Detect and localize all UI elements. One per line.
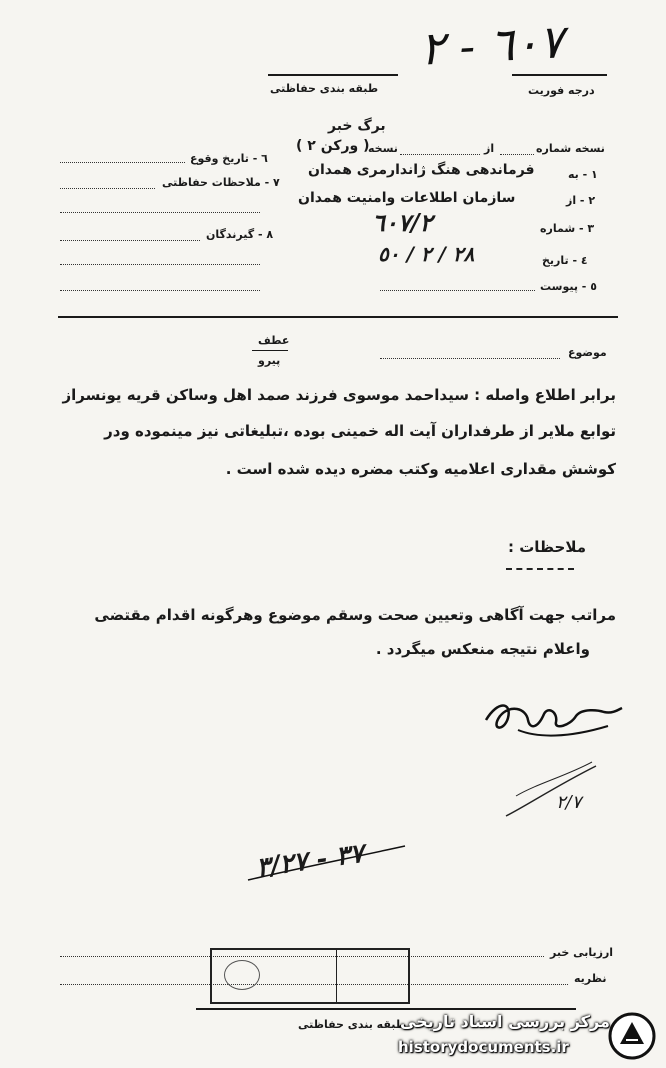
ref-top-label: عطف (258, 334, 290, 347)
section-rule (58, 316, 618, 318)
archive-logo-icon (606, 1010, 658, 1062)
field-empty-dots-2 (60, 264, 260, 265)
classification-label: طبقه بندی حفاظتی (270, 82, 379, 95)
urgency-label: درجه فوریت (528, 84, 595, 97)
field-8-dots (60, 240, 200, 241)
ref-bottom-label: پیرو (258, 354, 281, 367)
signature (478, 690, 628, 750)
field-8-label: ٨ - گیرندگان (206, 228, 274, 241)
remarks-heading: ملاحظات : (508, 538, 587, 556)
field-4-value: ٢٨ / ٢ / ٥٠ (378, 242, 475, 266)
remarks-line-1: مراتب جهت آگاهی وتعیین صحت وسقم موضوع وهرگونه اقدام مقتضی (94, 606, 616, 624)
opinion-label: نظریه (574, 972, 607, 985)
field-empty-dots-1 (60, 212, 260, 213)
remarks-line-2: واعلام نتیجه منعکس میگردد . (375, 640, 590, 658)
field-6-dots (60, 162, 185, 163)
footer-rule (196, 1008, 576, 1010)
footer-classification-label: طبقه بندی حفاظتی (298, 1018, 407, 1031)
form-subtitle: ( ورکن ٢ ) (296, 138, 370, 154)
subject-label: موضوع (568, 346, 607, 359)
form-title: برگ خبر (328, 118, 386, 134)
of-label: از (484, 142, 495, 155)
field-7-label: ٧ - ملاحظات حفاظتی (162, 176, 280, 189)
field-4-label: ٤ - تاریخ (542, 254, 588, 267)
field-1-label: ١ - به (568, 168, 598, 181)
small-hand-mark (496, 756, 606, 826)
body-line-2: توابع ملایر از طرفداران آیت اله خمینی بوده ،تبلیغاتی نیز مینموده ودر (104, 422, 616, 440)
header-rule-left (268, 74, 398, 76)
field-empty-dots-3 (60, 290, 260, 291)
evaluation-label: ارزیابی خبر (550, 946, 614, 959)
field-3-label: ٣ - شماره (540, 222, 595, 235)
field-2-label: ٢ - از (566, 194, 596, 207)
of-dots (400, 154, 480, 155)
field-1-value: فرماندهی هنگ ژاندارمری همدان (308, 162, 535, 178)
field-5-label: ٥ - پیوست (540, 280, 597, 293)
body-line-3: کوشش مقداری اعلامیه وکتب مضره دیده شده است . (225, 460, 616, 478)
small-note: ٢/٧ (556, 792, 582, 813)
watermark-url: historydocuments.ir (398, 1038, 569, 1056)
ref-divider (252, 350, 288, 351)
body-line-1: برابر اطلاع واصله : سیداحمد موسوی فرزند صمد اهل وساکن قریه یونسراز (62, 386, 616, 404)
subject-dots (380, 358, 560, 359)
handwritten-number: ٦٠٧ - ٢ (418, 14, 565, 76)
field-5-dots (380, 290, 535, 291)
copy-number-dots (500, 154, 534, 155)
field-2-value: سازمان اطلاعات وامنیت همدان (298, 190, 516, 206)
remarks-underline (506, 568, 574, 570)
field-6-label: ٦ - تاریخ وقوع (190, 152, 268, 165)
field-7-dots (60, 188, 155, 189)
header-rule-right (512, 74, 607, 76)
watermark-title: مرکز بررسی اسناد تاریخی (400, 1012, 610, 1031)
copy-label: نسخه (368, 142, 398, 155)
copy-number-label: نسخه شماره (536, 142, 605, 155)
margin-note: ٣٧ - ٣/٢٧ (254, 838, 366, 884)
field-3-value: ٦٠٧/٢ (372, 208, 433, 237)
stamp-box (210, 948, 410, 1004)
